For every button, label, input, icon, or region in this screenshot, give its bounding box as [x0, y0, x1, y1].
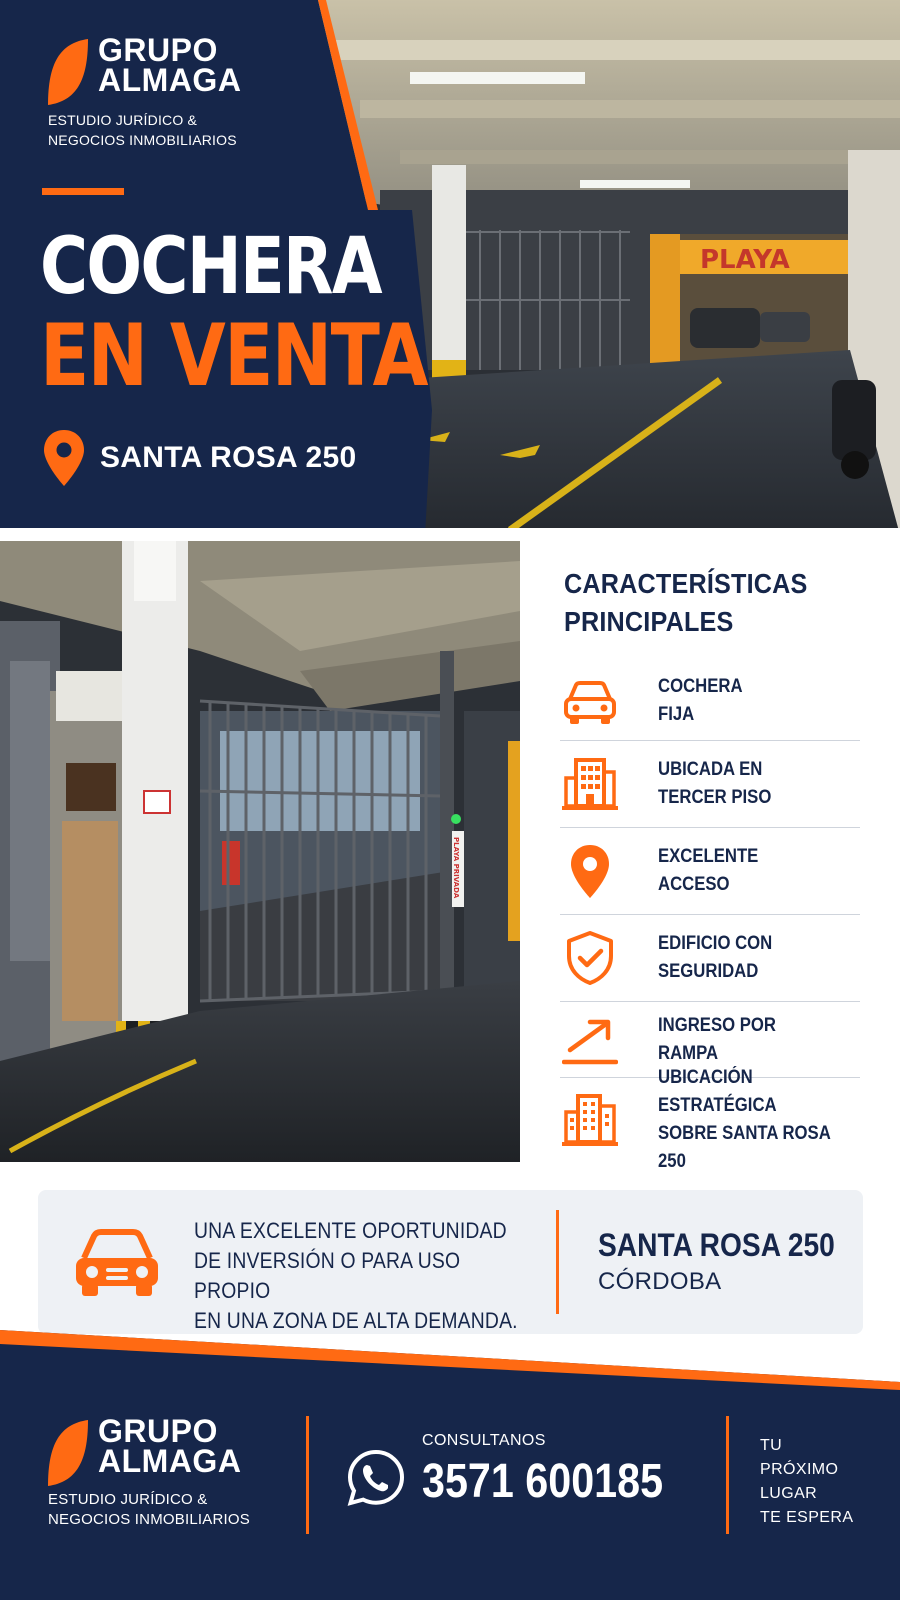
info-text: UNA EXCELENTE OPORTUNIDAD DE INVERSIÓN O PARA USO PROPIO EN UNA ZONA DE ALTA DEMANDA. [194, 1218, 518, 1333]
hero-logo-subtitle [48, 110, 237, 150]
info-divider [556, 1210, 559, 1314]
logo-leaf-icon [48, 1420, 88, 1486]
feature-item-excelente-acceso [560, 828, 860, 915]
building-icon [562, 756, 618, 812]
footer-logo [48, 1413, 242, 1486]
feature-text: EDIFICIO CON SEGURIDAD [658, 933, 773, 982]
logo-leaf-icon [48, 39, 88, 105]
shield-check-icon [562, 930, 618, 986]
footer [0, 1330, 900, 1600]
hero-title-line2: EN VENTA [40, 306, 427, 406]
info-box [38, 1190, 863, 1334]
feature-text: UBICADA EN TERCER PISO [658, 759, 772, 808]
logo-sub-line1: ESTUDIO JURÍDICO & [48, 1491, 208, 1508]
gate-entrance-photo [0, 541, 520, 1162]
location-pin-icon [44, 430, 84, 486]
logo-sub-line1: ESTUDIO JURÍDICO & [48, 112, 198, 128]
logo-sub-line2: NEGOCIOS INMOBILIARIOS [48, 1511, 250, 1528]
playa-sign-text: PLAYA [700, 245, 790, 275]
features-title: CARACTERÍSTICAS PRINCIPALES [564, 568, 808, 637]
features-panel [520, 541, 900, 1172]
logo-line1: GRUPO [98, 1413, 218, 1449]
feature-item-cochera-fija [560, 661, 860, 741]
car-icon [562, 673, 618, 729]
feature-item-seguridad [560, 915, 860, 1002]
feature-item-tercer-piso [560, 741, 860, 828]
hero-section [0, 0, 900, 535]
logo-line1: GRUPO [98, 32, 218, 68]
gate-sign-text: PLAYA PRIVADA [452, 837, 460, 899]
car-icon [72, 1222, 162, 1302]
consult-label: CONSULTANOS [422, 1432, 546, 1449]
feature-item-ubicacion [560, 1067, 860, 1172]
logo-wordmark [98, 32, 242, 98]
footer-logo-subtitle [48, 1490, 250, 1530]
footer-divider-left [306, 1416, 309, 1534]
hero-logo [48, 32, 242, 105]
whatsapp-icon[interactable] [346, 1448, 406, 1508]
phone-number[interactable]: 3571 600185 [422, 1455, 664, 1508]
logo-wordmark [98, 1413, 242, 1479]
feature-text: COCHERA FIJA [658, 675, 743, 725]
feature-text: UBICACIÓN ESTRATÉGICA SOBRE SANTA ROSA 250 [658, 1067, 831, 1172]
city-buildings-icon [562, 1092, 618, 1148]
logo-line2: ALMAGA [98, 1443, 242, 1479]
hero-address [44, 430, 356, 486]
footer-tagline: TU PRÓXIMO LUGAR TE ESPERA [760, 1437, 854, 1526]
logo-line2: ALMAGA [98, 62, 242, 98]
accent-bar [42, 188, 124, 195]
location-pin-icon [562, 843, 618, 899]
footer-divider-right [726, 1416, 729, 1534]
hero-address-text: SANTA ROSA 250 [100, 441, 357, 474]
hero-title-line1: COCHERA [40, 222, 381, 312]
logo-sub-line2: NEGOCIOS INMOBILIARIOS [48, 132, 237, 148]
info-city: CÓRDOBA [598, 1268, 722, 1295]
feature-text: EXCELENTE ACCESO [658, 846, 759, 895]
feature-text: INGRESO POR RAMPA [658, 1014, 776, 1064]
ramp-arrow-icon [562, 1012, 618, 1068]
info-address: SANTA ROSA 250 [598, 1227, 835, 1263]
